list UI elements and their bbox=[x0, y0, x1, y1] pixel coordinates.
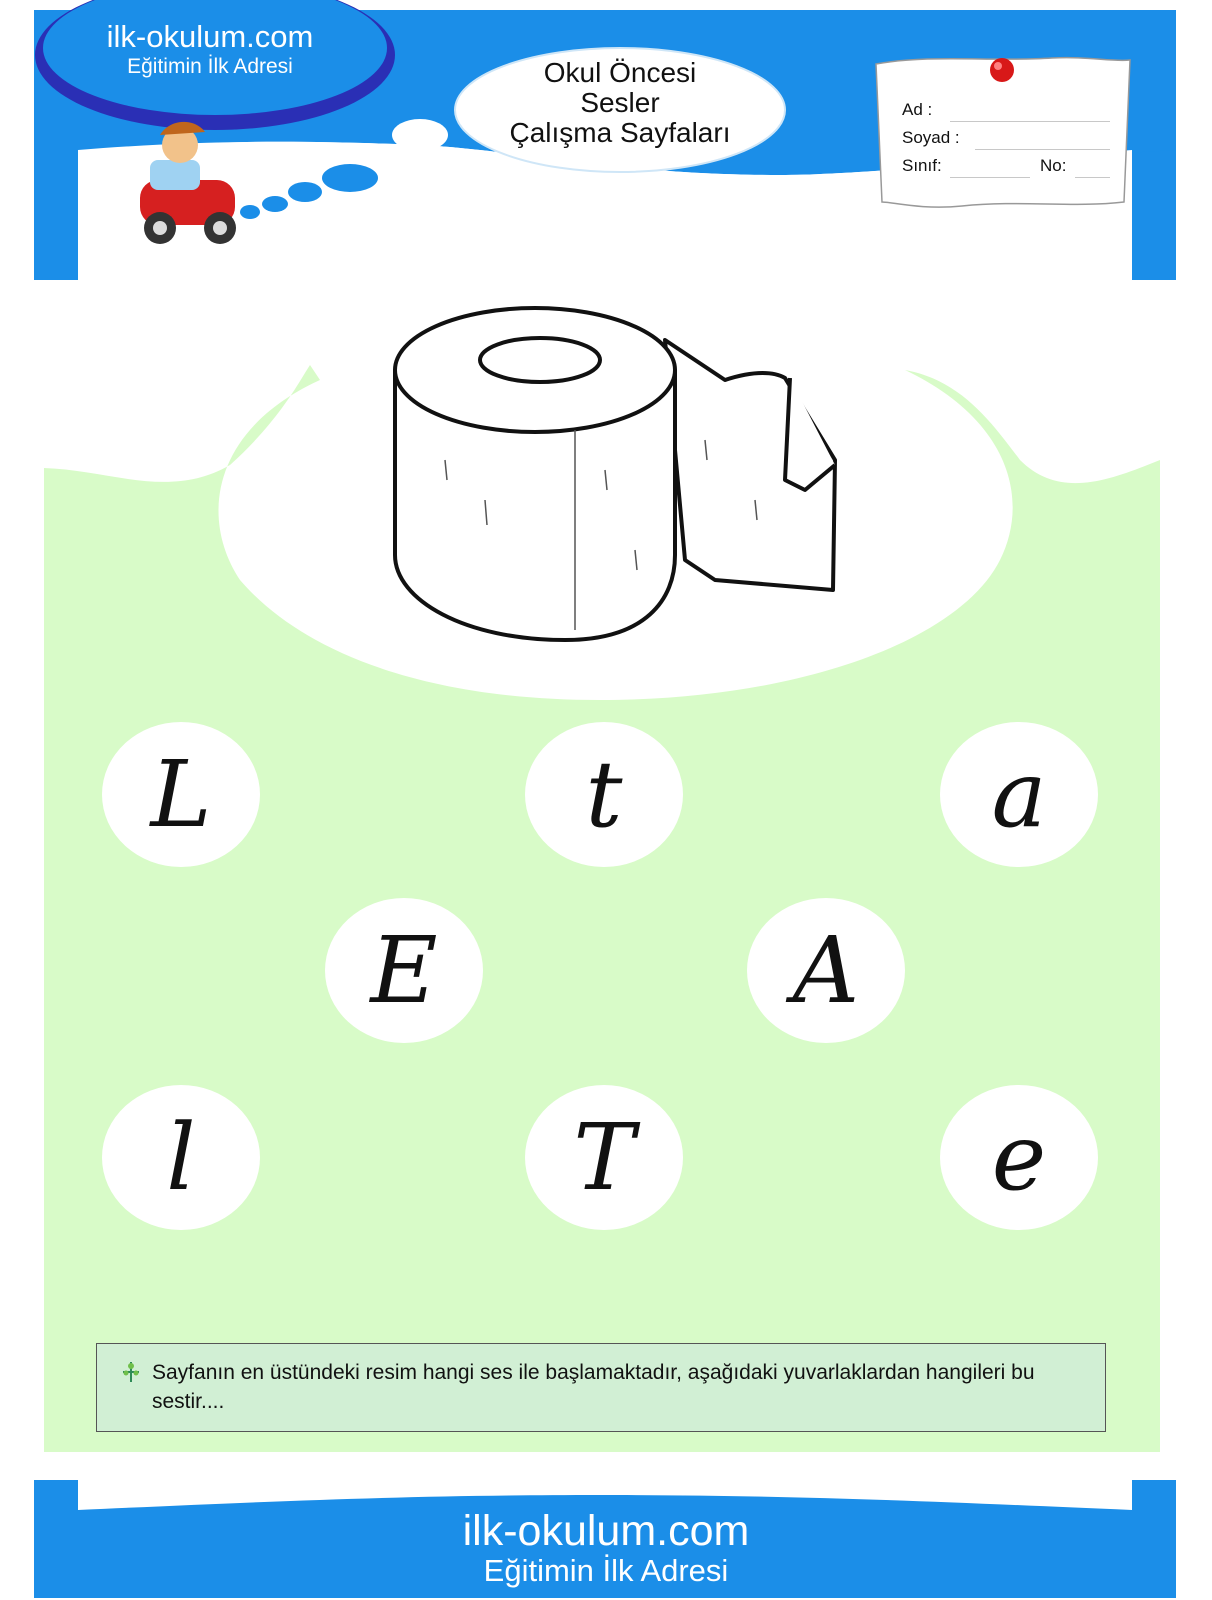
footer-slogan: Eğitimin İlk Adresi bbox=[483, 1553, 729, 1588]
letter-6: l bbox=[166, 1103, 196, 1211]
no-label: No: bbox=[1040, 156, 1067, 175]
title-line-3: Çalışma Sayfaları bbox=[509, 117, 731, 148]
site-name[interactable]: ilk-okulum.com bbox=[106, 19, 314, 54]
instruction-box bbox=[96, 1343, 1106, 1432]
letter-circle-2[interactable] bbox=[525, 722, 683, 867]
soyad-label: Soyad : bbox=[902, 128, 960, 147]
letter-circle-3[interactable] bbox=[940, 722, 1098, 867]
letter-2: t bbox=[585, 740, 623, 848]
instruction-text: Sayfanın en üstündeki resim hangi ses ile başlamaktadır, aşağıdaki yuvarlaklardan hangileri bu sestir.... bbox=[152, 1361, 1035, 1413]
title-line-1: Okul Öncesi bbox=[543, 57, 697, 88]
leaf-bullet-icon bbox=[119, 1360, 143, 1384]
site-slogan: Eğitimin İlk Adresi bbox=[127, 55, 293, 78]
worksheet-title bbox=[470, 58, 770, 148]
letter-circle-6[interactable] bbox=[102, 1085, 260, 1230]
ad-label: Ad : bbox=[902, 100, 933, 119]
letter-4: E bbox=[370, 916, 438, 1024]
letter-1: L bbox=[150, 740, 212, 848]
footer-site-name[interactable]: ilk-okulum.com bbox=[462, 1507, 750, 1555]
letter-3: a bbox=[991, 740, 1047, 848]
soyad-field[interactable] bbox=[975, 149, 1110, 150]
letter-7: T bbox=[573, 1103, 635, 1211]
letter-circle-8[interactable] bbox=[940, 1085, 1098, 1230]
title-line-2: Sesler bbox=[580, 87, 660, 118]
sinif-label: Sınıf: bbox=[902, 156, 942, 175]
name-card bbox=[880, 60, 1128, 205]
no-field[interactable] bbox=[1075, 177, 1110, 178]
header-brand bbox=[60, 20, 360, 80]
letter-circle-4[interactable] bbox=[325, 898, 483, 1043]
ad-field[interactable] bbox=[950, 121, 1110, 122]
footer-brand bbox=[356, 1509, 856, 1589]
toilet-paper-roll-icon bbox=[385, 300, 845, 650]
letter-circle-5[interactable] bbox=[747, 898, 905, 1043]
letter-circle-7[interactable] bbox=[525, 1085, 683, 1230]
letter-circle-1[interactable] bbox=[102, 722, 260, 867]
letter-8: e bbox=[991, 1103, 1047, 1211]
sinif-field[interactable] bbox=[950, 177, 1030, 178]
letter-5: A bbox=[792, 916, 860, 1024]
